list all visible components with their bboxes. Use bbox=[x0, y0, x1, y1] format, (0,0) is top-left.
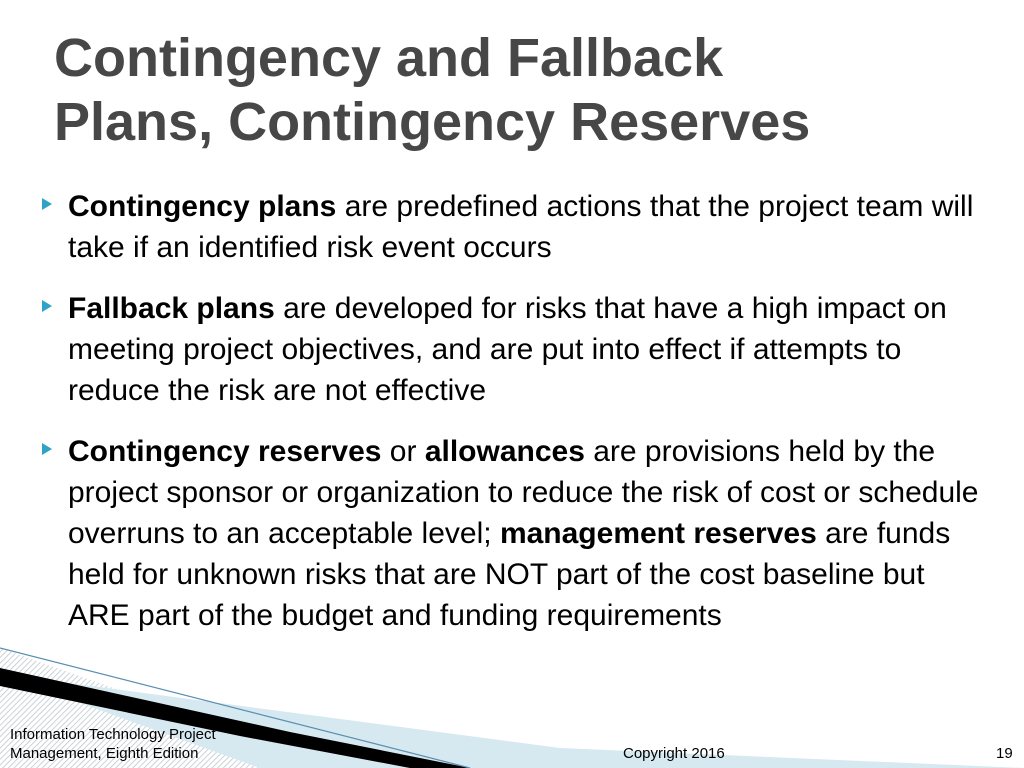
bullet-list bbox=[40, 186, 980, 656]
page-number: 19 bbox=[996, 745, 1013, 762]
bullet-text: are funds held for unknown risks that are NOT part of the cost baseline but ARE part of the budget and funding requirements bbox=[68, 517, 951, 632]
slide-title-line-2: Plans, Contingency Reserves bbox=[54, 92, 811, 152]
term-contingency-reserves: Contingency reserves bbox=[68, 435, 382, 468]
triangle-bullet-icon bbox=[42, 443, 52, 455]
footer-book-title bbox=[10, 725, 270, 763]
slide-title bbox=[54, 26, 994, 154]
term-fallback-plans: Fallback plans bbox=[68, 292, 275, 325]
bullet-contingency-plans bbox=[40, 186, 980, 268]
triangle-bullet-icon bbox=[42, 300, 52, 312]
term-management-reserves: management reserves bbox=[499, 517, 817, 550]
term-allowances: allowances bbox=[424, 435, 585, 468]
footer-book-line-1: Information Technology Project bbox=[10, 726, 216, 743]
term-contingency-plans: Contingency plans bbox=[68, 190, 337, 223]
bullet-text: are predefined actions that the project team will take if an identified risk event occurs bbox=[68, 190, 974, 264]
bullet-text: are provisions held by the project sponsor or organization to reduce the risk of cost or schedule overruns to an acceptable level; bbox=[68, 435, 979, 550]
slide-title-line-1: Contingency and Fallback bbox=[54, 28, 724, 88]
bullet-text: or bbox=[381, 435, 425, 468]
bullet-text: are developed for risks that have a high impact on meeting project objectives, and are put into effect if attempts to reduce the risk are not effective bbox=[68, 292, 947, 407]
bullet-contingency-reserves bbox=[40, 431, 980, 636]
footer-book-line-2: Management, Eighth Edition bbox=[10, 745, 199, 762]
footer-copyright: Copyright 2016 bbox=[623, 745, 725, 762]
triangle-bullet-icon bbox=[42, 198, 52, 210]
bullet-fallback-plans bbox=[40, 288, 980, 411]
